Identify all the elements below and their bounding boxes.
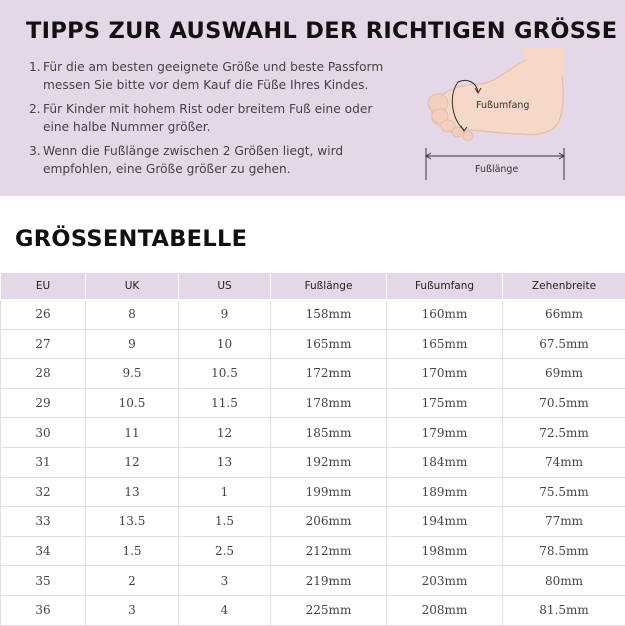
cell-foot-length: 219mm bbox=[271, 566, 387, 596]
tip-item-1 bbox=[29, 58, 384, 94]
cell-toe-width: 78.5mm bbox=[503, 536, 625, 566]
table-row bbox=[1, 595, 625, 625]
table-header-row bbox=[1, 273, 625, 300]
cell-foot-circumference: 160mm bbox=[387, 300, 503, 330]
cell-foot-length: 158mm bbox=[271, 300, 387, 330]
cell-us: 12 bbox=[179, 418, 271, 448]
table-row bbox=[1, 359, 625, 389]
cell-toe-width: 80mm bbox=[503, 566, 625, 596]
cell-foot-circumference: 184mm bbox=[387, 447, 503, 477]
length-label: Fußlänge bbox=[475, 164, 518, 175]
tip-number: 1. bbox=[29, 58, 41, 76]
header-toe-width: Zehenbreite bbox=[503, 273, 625, 300]
cell-eu: 34 bbox=[1, 536, 86, 566]
tip-text: Für die am besten geeignete Größe und beste Passform messen Sie bitte vor dem Kauf die Füße Ihres Kindes. bbox=[29, 58, 384, 94]
cell-uk: 3 bbox=[86, 595, 179, 625]
table-row bbox=[1, 300, 625, 330]
table-row bbox=[1, 507, 625, 537]
header-us: US bbox=[179, 273, 271, 300]
cell-eu: 31 bbox=[1, 447, 86, 477]
header-uk: UK bbox=[86, 273, 179, 300]
cell-foot-length: 178mm bbox=[271, 388, 387, 418]
cell-toe-width: 77mm bbox=[503, 507, 625, 537]
cell-uk: 1.5 bbox=[86, 536, 179, 566]
tip-item-3 bbox=[29, 142, 384, 178]
cell-eu: 32 bbox=[1, 477, 86, 507]
cell-foot-circumference: 165mm bbox=[387, 329, 503, 359]
cell-toe-width: 69mm bbox=[503, 359, 625, 389]
cell-uk: 8 bbox=[86, 300, 179, 330]
cell-foot-length: 199mm bbox=[271, 477, 387, 507]
table-row bbox=[1, 536, 625, 566]
cell-toe-width: 75.5mm bbox=[503, 477, 625, 507]
tip-text: Für Kinder mit hohem Rist oder breitem Fuß eine oder eine halbe Nummer größer. bbox=[29, 100, 384, 136]
header-eu: EU bbox=[1, 273, 86, 300]
cell-us: 9 bbox=[179, 300, 271, 330]
cell-us: 1.5 bbox=[179, 507, 271, 537]
header-foot-circumference: Fußumfang bbox=[387, 273, 503, 300]
cell-foot-circumference: 179mm bbox=[387, 418, 503, 448]
cell-foot-length: 172mm bbox=[271, 359, 387, 389]
cell-foot-circumference: 208mm bbox=[387, 595, 503, 625]
cell-foot-length: 185mm bbox=[271, 418, 387, 448]
cell-foot-circumference: 170mm bbox=[387, 359, 503, 389]
cell-uk: 9 bbox=[86, 329, 179, 359]
cell-uk: 11 bbox=[86, 418, 179, 448]
table-row bbox=[1, 447, 625, 477]
foot-measurement-diagram bbox=[418, 48, 578, 184]
cell-uk: 12 bbox=[86, 447, 179, 477]
tip-number: 2. bbox=[29, 100, 41, 118]
cell-uk: 9.5 bbox=[86, 359, 179, 389]
cell-toe-width: 66mm bbox=[503, 300, 625, 330]
cell-foot-length: 206mm bbox=[271, 507, 387, 537]
cell-foot-length: 192mm bbox=[271, 447, 387, 477]
tip-text: Wenn die Fußlänge zwischen 2 Größen liegt, wird empfohlen, eine Größe größer zu gehen. bbox=[29, 142, 384, 178]
cell-eu: 35 bbox=[1, 566, 86, 596]
cell-foot-circumference: 175mm bbox=[387, 388, 503, 418]
table-row bbox=[1, 329, 625, 359]
cell-eu: 28 bbox=[1, 359, 86, 389]
cell-eu: 33 bbox=[1, 507, 86, 537]
cell-toe-width: 70.5mm bbox=[503, 388, 625, 418]
tip-item-2 bbox=[29, 100, 384, 136]
cell-uk: 2 bbox=[86, 566, 179, 596]
toe bbox=[463, 132, 473, 141]
cell-foot-circumference: 194mm bbox=[387, 507, 503, 537]
cell-foot-length: 212mm bbox=[271, 536, 387, 566]
cell-us: 4 bbox=[179, 595, 271, 625]
tip-number: 3. bbox=[29, 142, 41, 160]
cell-uk: 13 bbox=[86, 477, 179, 507]
cell-uk: 13.5 bbox=[86, 507, 179, 537]
size-table-title: GRÖSSENTABELLE bbox=[15, 226, 247, 252]
cell-eu: 26 bbox=[1, 300, 86, 330]
cell-toe-width: 67.5mm bbox=[503, 329, 625, 359]
cell-us: 13 bbox=[179, 447, 271, 477]
cell-toe-width: 72.5mm bbox=[503, 418, 625, 448]
cell-foot-circumference: 198mm bbox=[387, 536, 503, 566]
cell-us: 3 bbox=[179, 566, 271, 596]
table-row bbox=[1, 388, 625, 418]
tips-panel bbox=[0, 0, 625, 196]
table-row bbox=[1, 477, 625, 507]
cell-toe-width: 81.5mm bbox=[503, 595, 625, 625]
size-table bbox=[0, 272, 625, 626]
cell-us: 1 bbox=[179, 477, 271, 507]
header-foot-length: Fußlänge bbox=[271, 273, 387, 300]
circumference-label: Fußumfang bbox=[476, 100, 529, 111]
cell-us: 10.5 bbox=[179, 359, 271, 389]
cell-foot-circumference: 189mm bbox=[387, 477, 503, 507]
cell-foot-length: 225mm bbox=[271, 595, 387, 625]
tips-title: TIPPS ZUR AUSWAHL DER RICHTIGEN GRÖSSE bbox=[26, 18, 617, 44]
cell-eu: 29 bbox=[1, 388, 86, 418]
cell-us: 2.5 bbox=[179, 536, 271, 566]
cell-uk: 10.5 bbox=[86, 388, 179, 418]
cell-toe-width: 74mm bbox=[503, 447, 625, 477]
table-row bbox=[1, 418, 625, 448]
cell-foot-circumference: 203mm bbox=[387, 566, 503, 596]
cell-us: 10 bbox=[179, 329, 271, 359]
cell-eu: 36 bbox=[1, 595, 86, 625]
cell-eu: 27 bbox=[1, 329, 86, 359]
table-row bbox=[1, 566, 625, 596]
cell-us: 11.5 bbox=[179, 388, 271, 418]
cell-eu: 30 bbox=[1, 418, 86, 448]
cell-foot-length: 165mm bbox=[271, 329, 387, 359]
